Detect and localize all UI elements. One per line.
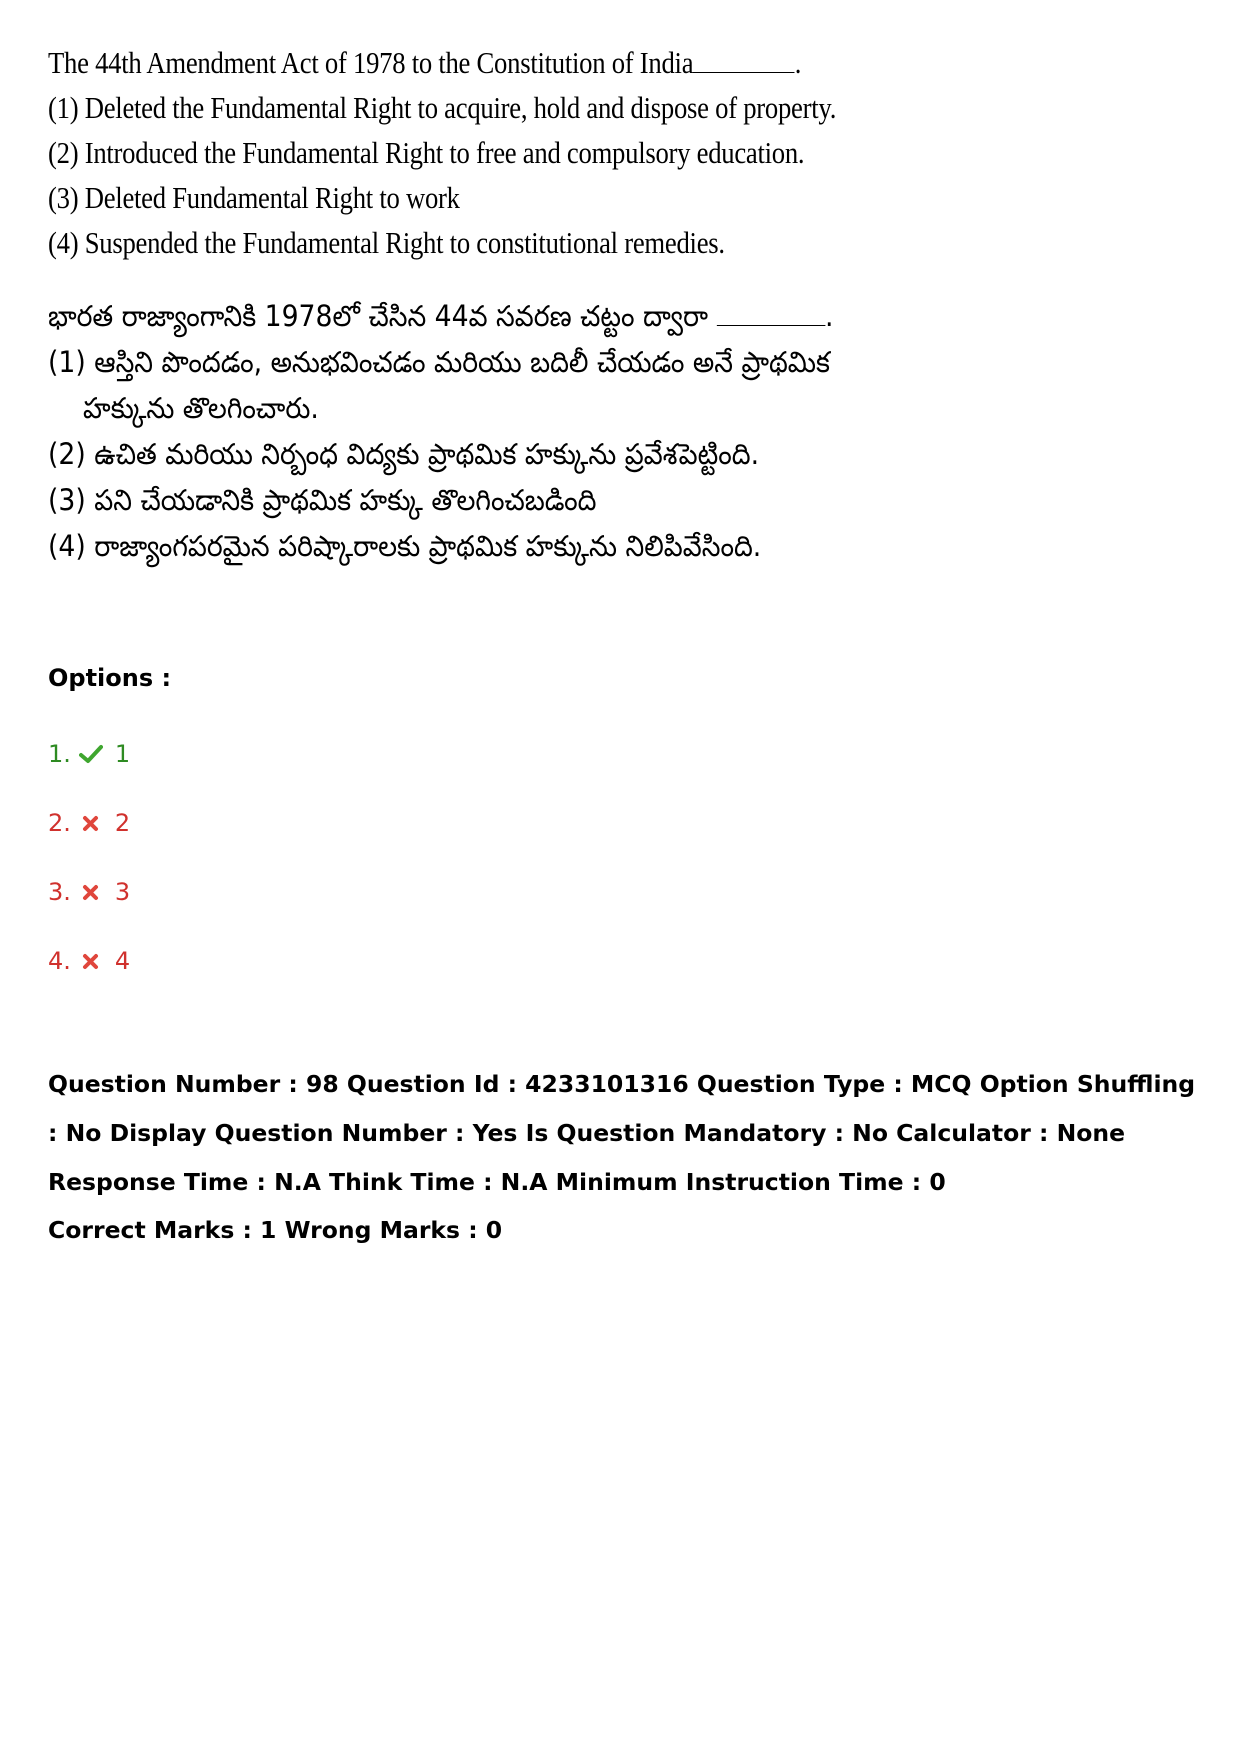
option-1 <box>48 740 130 768</box>
option-label: 1 <box>114 740 131 768</box>
option-number: 3. <box>48 878 71 906</box>
answer-blank <box>693 46 794 73</box>
option-3 <box>48 878 130 906</box>
answer-blank <box>716 301 825 326</box>
cross-icon <box>79 811 103 835</box>
check-icon <box>79 742 103 766</box>
marks-info: Correct Marks : 1 Wrong Marks : 0 <box>48 1216 503 1244</box>
question-image <box>48 40 948 569</box>
question-stem-english: The 44th Amendment Act of 1978 to the Constitution of India . <box>48 45 802 80</box>
question-telugu <box>48 293 950 569</box>
telugu-option-2: (2) ఉచిత మరియు నిర్బంధ విద్యకు ప్రాథమిక హక్కును ప్రవేశపెట్టింది. <box>48 437 760 471</box>
option-number: 1. <box>48 740 71 768</box>
telugu-option-1-continued: హక్కును తొలగించారు. <box>82 391 319 425</box>
option-label: 4 <box>114 947 131 975</box>
telugu-option-3: (3) పని చేయడానికి ప్రాథమిక హక్కు తొలగించబడింది <box>48 483 597 517</box>
english-option-3: (3) Deleted Fundamental Right to work <box>48 180 460 215</box>
option-number: 2. <box>48 809 71 837</box>
question-metadata: Question Number : 98 Question Id : 4233101316 Question Type : MCQ Option Shuffling : No Display Question Number : Yes Is Question Mandatory : No Calculator : None Response Time : N.A Think Time : N.A Minimum Instruction Time : 0 <box>48 1070 1196 1196</box>
cross-icon <box>79 880 103 904</box>
english-option-2: (2) Introduced the Fundamental Right to free and compulsory education. <box>48 135 805 170</box>
telugu-option-4: (4) రాజ్యాంగపరమైన పరిష్కారాలకు ప్రాథమిక హక్కును నిలిపివేసింది. <box>48 529 762 563</box>
option-4 <box>48 947 130 975</box>
option-number: 4. <box>48 947 71 975</box>
english-option-1: (1) Deleted the Fundamental Right to acquire, hold and dispose of property. <box>48 90 837 125</box>
option-2 <box>48 809 130 837</box>
question-english <box>48 40 908 265</box>
cross-icon <box>79 949 103 973</box>
option-label: 3 <box>114 878 131 906</box>
question-stem-telugu: భారత రాజ్యాంగానికి 1978లో చేసిన 44వ సవరణ చట్టం ద్వారా . <box>48 299 834 333</box>
option-label: 2 <box>114 809 131 837</box>
options-heading: Options : <box>48 664 172 692</box>
telugu-option-1: (1) ఆస్తిని పొందడం, అనుభవించడం మరియు బదిలీ చేయడం అనే ప్రాథమిక <box>48 345 830 379</box>
english-option-4: (4) Suspended the Fundamental Right to constitutional remedies. <box>48 225 725 260</box>
